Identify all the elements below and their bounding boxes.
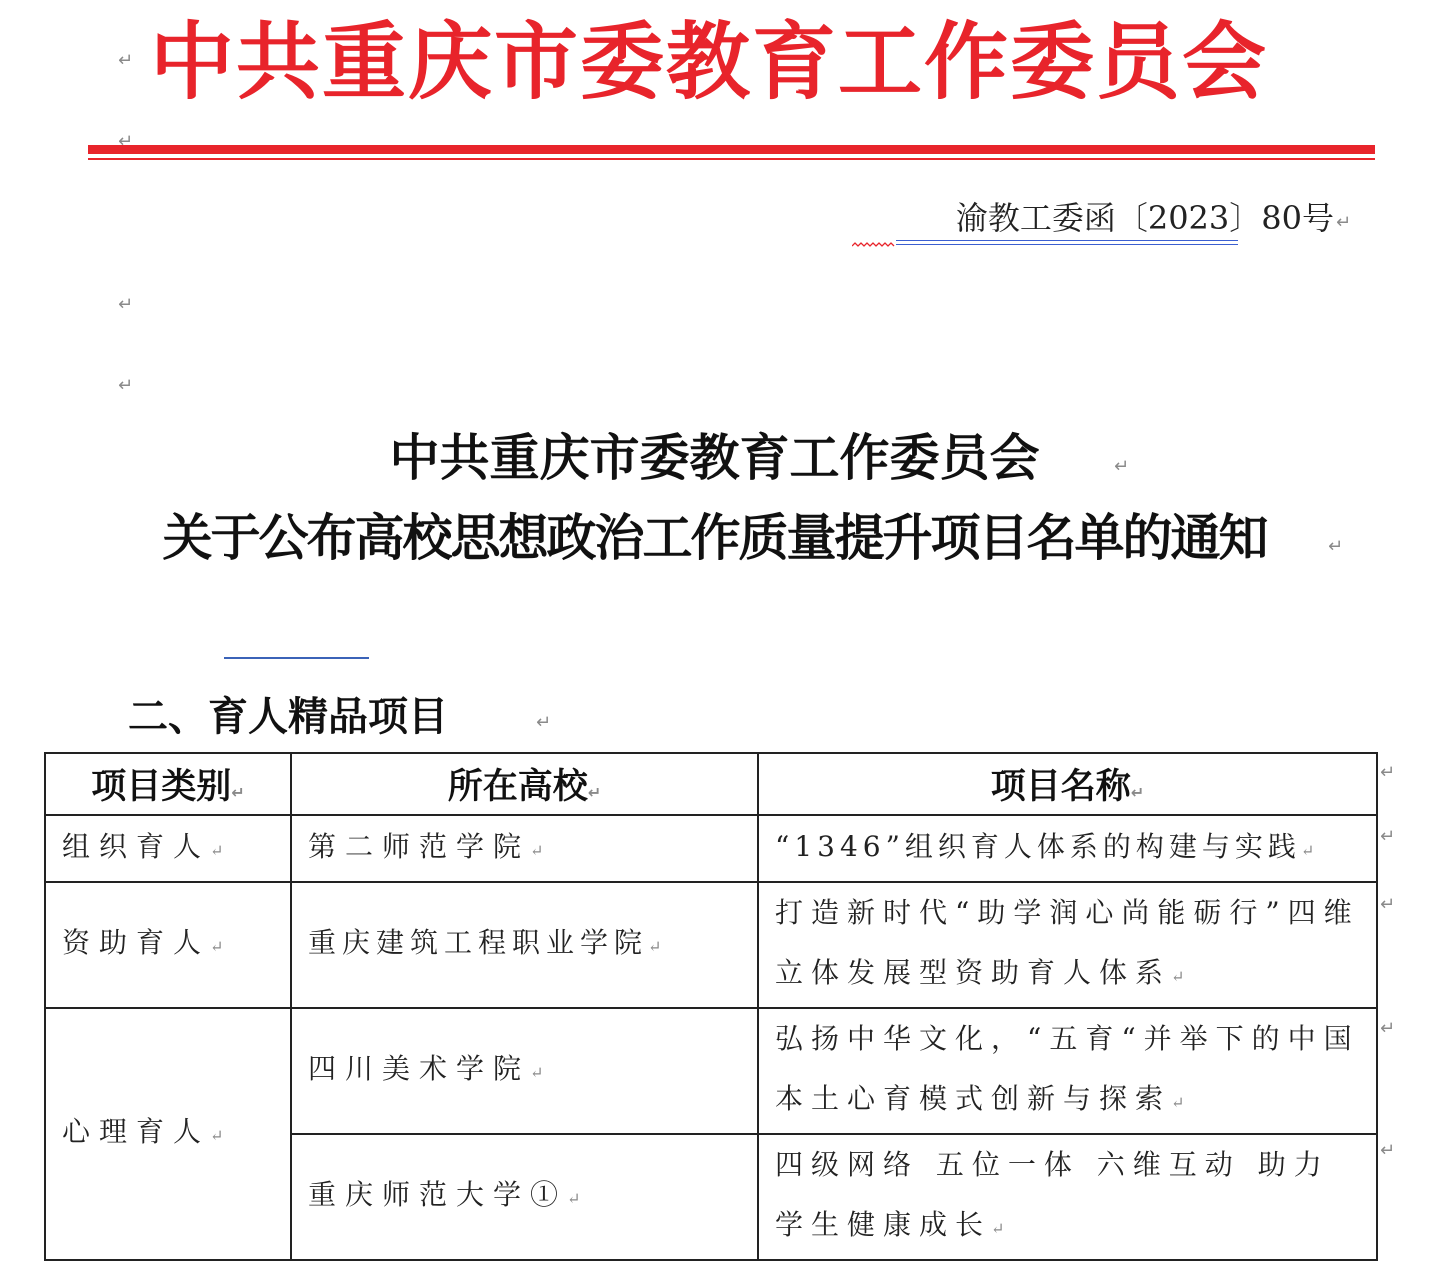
table-header-row — [45, 753, 1377, 815]
row-end-mark — [1380, 826, 1395, 847]
paragraph-mark — [118, 377, 133, 395]
document-title-line2: 关于公布高校思想政治工作质量提升项目名单的通知 — [162, 508, 1267, 567]
cell-project: 四级网络 五位一体 六维互动 助力学生健康成长 ↵ — [758, 1134, 1377, 1260]
header-school: 所在高校 ↵ — [291, 753, 758, 815]
row-end-mark — [1380, 762, 1395, 783]
header-category: 项目类别 ↵ — [45, 753, 291, 815]
cell-school: 重庆师范大学① ↵ — [291, 1134, 758, 1260]
cell-project: “1346”组织育人体系的构建与实践 ↵ — [758, 815, 1377, 882]
cell-school: 第二师范学院 ↵ — [291, 815, 758, 882]
row-end-mark — [1380, 1140, 1395, 1161]
paragraph-mark — [1336, 214, 1351, 232]
spellcheck-squiggle — [852, 242, 896, 248]
row-end-mark — [1380, 1018, 1395, 1039]
cell-category: 组织育人 ↵ — [45, 815, 291, 882]
blue-line-decoration — [224, 657, 369, 659]
cell-category: 心理育人 ↵ — [45, 1008, 291, 1260]
cell-category: 资助育人 ↵ — [45, 882, 291, 1008]
table-row — [45, 815, 1377, 882]
section-heading: 二、育人精品项目 — [128, 694, 448, 740]
cell-project: 打造新时代“助学润心尚能砺行”四维立体发展型资助育人体系 ↵ — [758, 882, 1377, 1008]
masthead: 中共重庆市委教育工作委员会 — [150, 12, 1269, 111]
paragraph-mark — [118, 52, 133, 70]
grammar-underline — [896, 240, 1238, 245]
header-project: 项目名称 ↵ — [758, 753, 1377, 815]
cell-school: 四川美术学院 ↵ — [291, 1008, 758, 1134]
cell-project: 弘扬中华文化，“五育“并举下的中国本土心育模式创新与探索 ↵ — [758, 1008, 1377, 1134]
row-end-mark — [1380, 894, 1395, 915]
table-row — [45, 882, 1377, 1008]
paragraph-mark — [536, 714, 551, 732]
table-row — [45, 1008, 1377, 1134]
red-rule — [88, 145, 1375, 154]
project-table — [44, 752, 1378, 1261]
paragraph-mark — [118, 296, 133, 314]
document-title-line1: 中共重庆市委教育工作委员会 — [389, 428, 1040, 487]
document-number: 渝教工委函〔2023〕80号 — [955, 199, 1334, 237]
red-rule-thin — [88, 158, 1375, 160]
cell-school: 重庆建筑工程职业学院 ↵ — [291, 882, 758, 1008]
